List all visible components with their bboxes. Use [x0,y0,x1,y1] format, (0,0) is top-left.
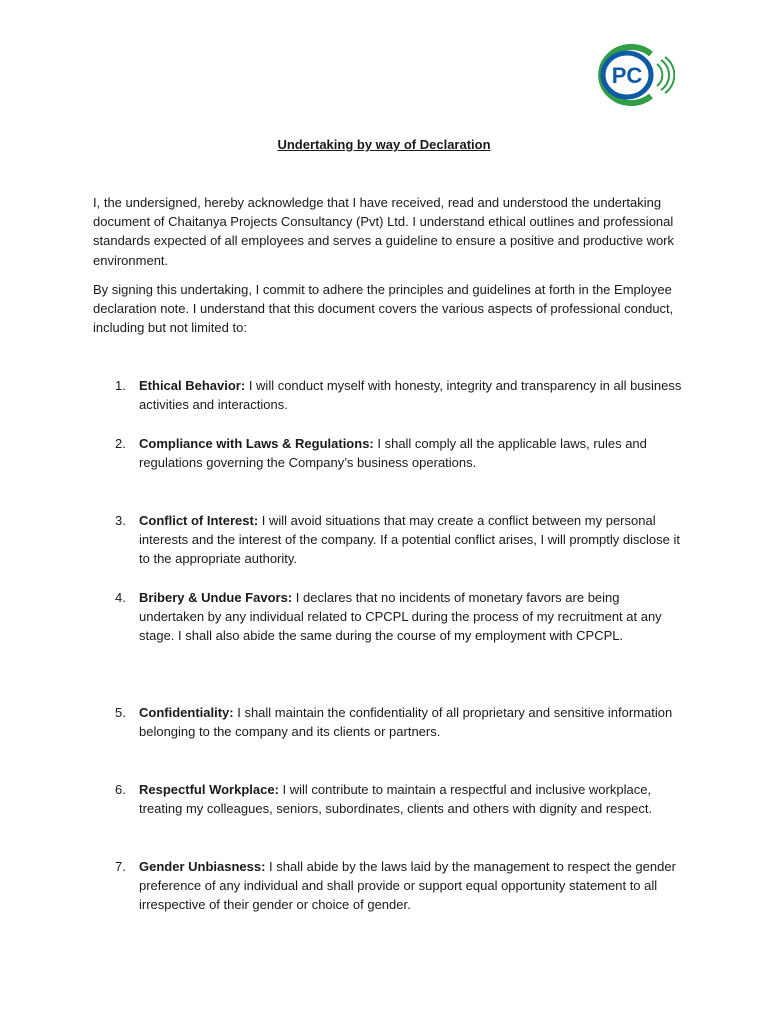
logo-wave-icon [657,64,662,86]
list-item-text: I declares that no incidents of monetary favors are being undertaken by any individual related to CPCPL during the process of my recruitment at any stage. I shall also abide the same during the course of my employment with CPCPL. [139,590,662,644]
list-item-heading: Conflict of Interest: [139,513,259,528]
list-item [115,780,685,818]
list-item-number: 5. [115,705,126,720]
logo-text: PC [611,63,643,88]
list-item-number: 3. [115,513,126,528]
logo-icon [589,44,675,106]
list-item-heading: Compliance with Laws & Regulations: [139,436,374,451]
list-item [115,511,685,569]
company-logo [589,44,675,106]
list-item-heading: Gender Unbiasness: [139,859,266,874]
list-item [115,376,685,414]
page-title: Undertaking by way of Declaration [277,137,491,152]
list-item-number: 2. [115,436,126,451]
list-item-text: I will contribute to maintain a respectful and inclusive workplace, treating my colleagues, seniors, subordinates, clients and others with dignity and respect. [139,782,653,817]
list-item-number: 1. [115,378,126,393]
list-item-text: I shall maintain the confidentiality of all proprietary and sensitive information belonging to the company and its clients or partners. [139,705,673,740]
list-item [115,857,685,915]
list-item-number: 7. [115,859,126,874]
list-item [115,703,685,741]
list-item-number: 6. [115,782,126,797]
list-item-heading: Respectful Workplace: [139,782,279,797]
list-item-text: I shall abide by the laws laid by the management to respect the gender preference of any individual and shall provide or support equal opportunity statement to all irrespective of their gender or choice of gender. [139,859,676,913]
list-item [115,588,685,646]
list-item-heading: Ethical Behavior: [139,378,246,393]
list-item-number: 4. [115,590,126,605]
list-item-heading: Confidentiality: [139,705,234,720]
list-item-heading: Bribery & Undue Favors: [139,590,293,605]
list-item-text: I will conduct myself with honesty, integrity and transparency in all business activities and interactions. [139,378,682,413]
list-item [115,434,685,472]
commitment-paragraph: By signing this undertaking, I commit to adhere the principles and guidelines at forth in the Employee declaration note. I understand that this document covers the various aspects of professional conduct, including but not limited to: [93,282,674,336]
intro-paragraph: I, the undersigned, hereby acknowledge that I have received, read and understood the undertaking document of Chaitanya Projects Consultancy (Pvt) Ltd. I understand ethical outlines and professional standards expected of all employees and serves a guideline to ensure a positive and productive work environment. [93,195,675,268]
list-item-text: I shall comply all the applicable laws, rules and regulations governing the Company’s business operations. [139,436,647,471]
list-item-text: I will avoid situations that may create a conflict between my personal interests and the interest of the company. If a potential conflict arises, I will promptly disclose it to the appropriate authority. [139,513,680,567]
